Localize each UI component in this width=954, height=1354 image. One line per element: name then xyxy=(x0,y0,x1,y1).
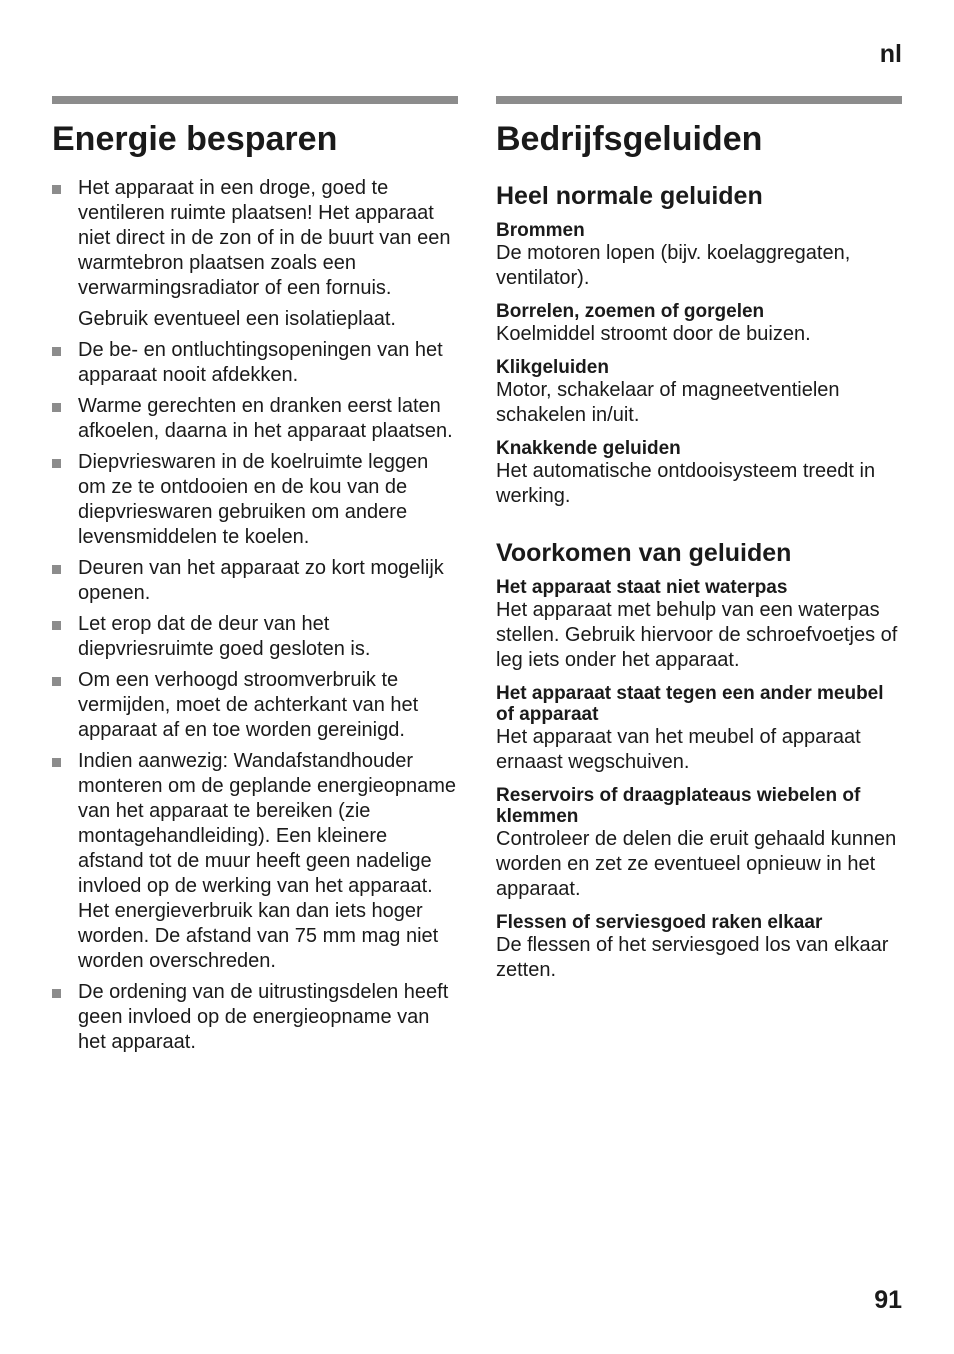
list-item-text: Indien aanwezig: Wandafstandhouder monteren om de geplande energieopname van het apparaat te bereiken (zie montagehandleiding). Een kleinere afstand tot de muur heeft geen nadelige invloed op de werking van het apparaat. Het energieverbruik kan dan iets hoger worden. De afstand van 75 mm mag niet worden overschreden. xyxy=(78,750,457,972)
list-item xyxy=(52,668,458,743)
list-item-text: Let erop dat de deur van het diepvriesruimte goed gesloten is. xyxy=(78,613,371,660)
section-heading: Voorkomen van geluiden xyxy=(496,539,792,567)
list-item xyxy=(52,612,458,662)
page-number: 91 xyxy=(874,1286,902,1314)
noise-item-title: Knakkende geluiden xyxy=(496,438,681,459)
noise-item-text: Motor, schakelaar of magneetventielen schakelen in/uit. xyxy=(496,379,840,426)
noise-item-title: Het apparaat staat tegen een ander meubel of apparaat xyxy=(496,683,884,725)
list-item xyxy=(52,980,458,1055)
noise-item xyxy=(496,438,902,509)
section-rule xyxy=(496,96,902,104)
list-item-text: De be- en ontluchtingsopeningen van het apparaat nooit afdekken. xyxy=(78,339,443,386)
bullet-square-icon xyxy=(52,403,61,412)
list-item xyxy=(52,338,458,388)
noise-item xyxy=(496,785,902,902)
list-item-note: Gebruik eventueel een isolatieplaat. xyxy=(78,308,396,330)
noise-item xyxy=(496,220,902,291)
list-item xyxy=(52,749,458,974)
noise-item xyxy=(496,301,902,347)
noise-item xyxy=(496,357,902,428)
bullet-square-icon xyxy=(52,989,61,998)
energy-saving-list xyxy=(52,176,458,1055)
noise-item-title: Klikgeluiden xyxy=(496,357,609,378)
noise-item xyxy=(496,577,902,673)
list-item xyxy=(52,176,458,332)
list-item-text: Deuren van het apparaat zo kort mogelijk openen. xyxy=(78,557,444,604)
noise-item-text: De flessen of het serviesgoed los van elkaar zetten. xyxy=(496,934,889,981)
energy-saving-column xyxy=(52,96,458,1061)
noise-item-title: Borrelen, zoemen of gorgelen xyxy=(496,301,765,322)
noise-item xyxy=(496,683,902,775)
bullet-square-icon xyxy=(52,758,61,767)
noise-item-title: Flessen of serviesgoed raken elkaar xyxy=(496,912,823,933)
noise-item-text: Het apparaat van het meubel of apparaat ernaast wegschuiven. xyxy=(496,726,861,773)
section-heading: Heel normale geluiden xyxy=(496,182,763,210)
operating-noises-title: Bedrijfsgeluiden xyxy=(496,120,763,158)
language-code: nl xyxy=(879,40,902,68)
noise-item-text: Het apparaat met behulp van een waterpas stellen. Gebruik hiervoor de schroefvoetjes of leg iets onder het apparaat. xyxy=(496,599,898,671)
list-item-text: De ordening van de uitrustingsdelen heeft geen invloed op de energieopname van het apparaat. xyxy=(78,981,449,1053)
noise-item-text: De motoren lopen (bijv. koelaggregaten, ventilator). xyxy=(496,242,851,289)
prevent-noises-section xyxy=(496,537,902,983)
bullet-square-icon xyxy=(52,347,61,356)
list-item-text: Het apparaat in een droge, goed te ventileren ruimte plaatsen! Het apparaat niet direct in de zon of in de buurt van een warmtebron plaatsen zoals een verwarmingsradiator of een fornuis. xyxy=(78,177,451,299)
list-item-text: Om een verhoogd stroomverbruik te vermijden, moet de achterkant van het apparaat af en toe worden gereinigd. xyxy=(78,669,419,741)
energy-saving-title: Energie besparen xyxy=(52,120,338,158)
bullet-square-icon xyxy=(52,565,61,574)
noise-item-title: Reservoirs of draagplateaus wiebelen of klemmen xyxy=(496,785,861,827)
normal-noises-section xyxy=(496,180,902,509)
noise-item-text: Controleer de delen die eruit gehaald kunnen worden en zet ze eventueel opnieuw in het apparaat. xyxy=(496,828,897,900)
bullet-square-icon xyxy=(52,185,61,194)
list-item xyxy=(52,394,458,444)
noise-item xyxy=(496,912,902,983)
bullet-square-icon xyxy=(52,677,61,686)
list-item xyxy=(52,556,458,606)
list-item-text: Warme gerechten en dranken eerst laten afkoelen, daarna in het apparaat plaatsen. xyxy=(78,395,453,442)
noise-item-title: Brommen xyxy=(496,220,585,241)
noise-item-text: Koelmiddel stroomt door de buizen. xyxy=(496,323,811,345)
bullet-square-icon xyxy=(52,459,61,468)
bullet-square-icon xyxy=(52,621,61,630)
noise-item-text: Het automatische ontdooisysteem treedt in werking. xyxy=(496,460,876,507)
operating-noises-column xyxy=(496,96,902,993)
noise-item-title: Het apparaat staat niet waterpas xyxy=(496,577,788,598)
list-item-text: Diepvrieswaren in de koelruimte leggen om ze te ontdooien en de kou van de diepvrieswaren gebruiken om andere levensmiddelen te koelen. xyxy=(78,451,429,548)
list-item xyxy=(52,450,458,550)
section-rule xyxy=(52,96,458,104)
